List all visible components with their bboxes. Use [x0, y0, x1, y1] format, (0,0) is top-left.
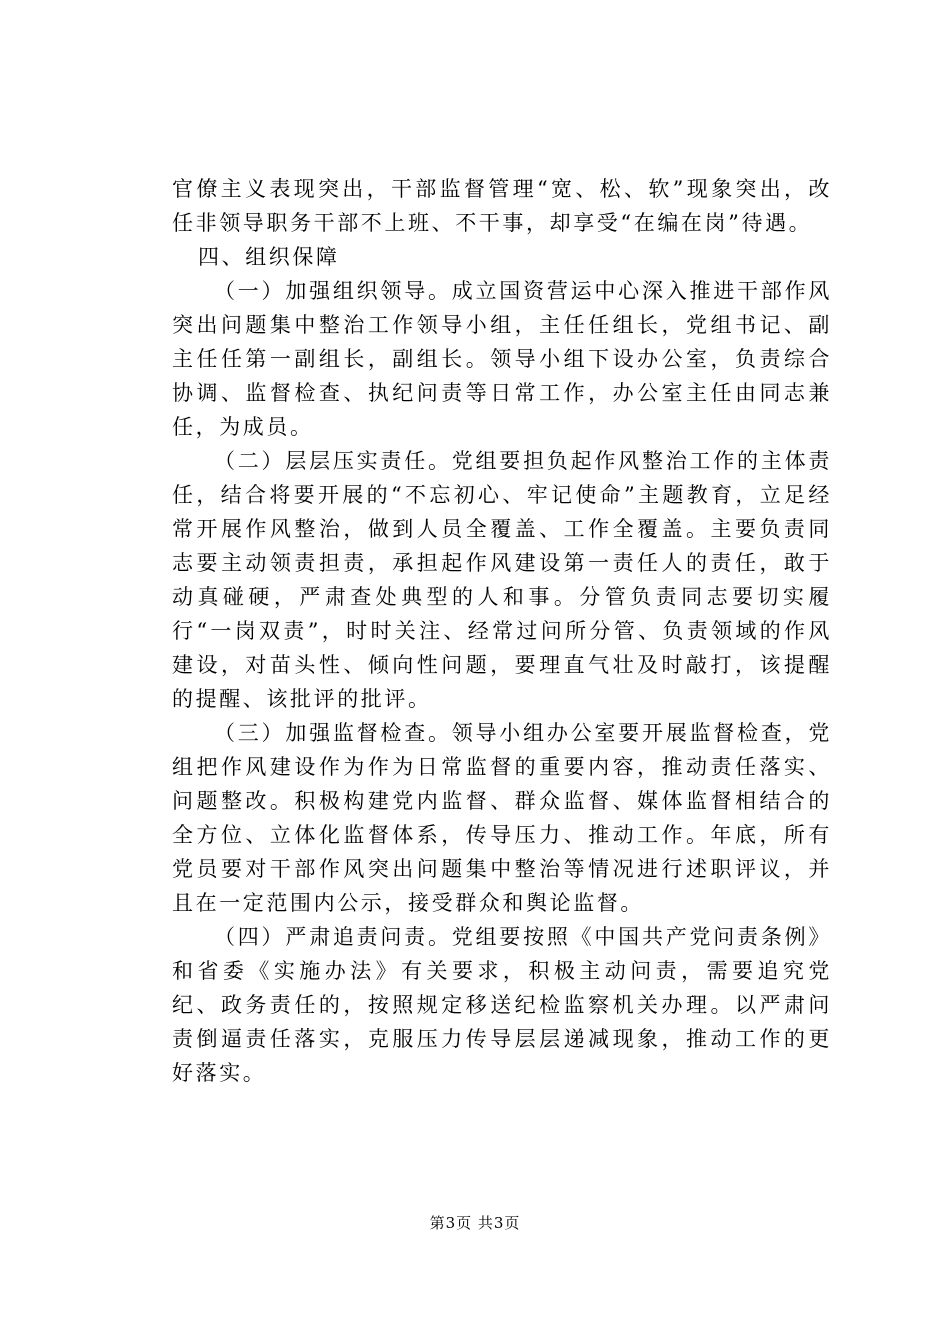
page-number-label: 第3页 共3页 [429, 1214, 521, 1232]
paragraph-continuation: 官僚主义表现突出，干部监督管理“宽、松、软”现象突出，改任非领导职务干部不上班、不干事，却享受“在编在岗”待遇。 [172, 177, 832, 235]
paragraph-organization-leadership: （一）加强组织领导。成立国资营运中心深入推进干部作风突出问题集中整治工作领导小组，主任任组长，党组书记、副主任任第一副组长，副组长。领导小组下设办公室，负责综合协调、监督检查、执纪问责等日常工作，办公室主任由同志兼任，为成员。 [172, 279, 832, 439]
paragraph-accountability: （四）严肃追责问责。党组要按照《中国共产党问责条例》和省委《实施办法》有关要求，积极主动问责，需要追究党纪、政务责任的，按照规定移送纪检监察机关办理。以严肃问责倒逼责任落实，克服压力传导层层递减现象，推动工作的更好落实。 [172, 925, 832, 1085]
document-body [172, 172, 832, 1090]
paragraph-responsibility: （二）层层压实责任。党组要担负起作风整治工作的主体责任，结合将要开展的“不忘初心、牢记使命”主题教育，立足经常开展作风整治，做到人员全覆盖、工作全覆盖。主要负责同志要主动领责担责，承担起作风建设第一责任人的责任，敢于动真碰硬，严肃查处典型的人和事。分管负责同志要切实履行“一岗双责”，时时关注、经常过问所分管、负责领域的作风建设，对苗头性、倾向性问题，要理直气壮及时敲打，该提醒的提醒、该批评的批评。 [172, 449, 832, 711]
section-heading: 四、组织保障 [198, 245, 340, 269]
page-footer [0, 1212, 950, 1233]
paragraph-supervision: （三）加强监督检查。领导小组办公室要开展监督检查，党组把作风建设作为作为日常监督的重要内容，推动责任落实、问题整改。积极构建党内监督、群众监督、媒体监督相结合的全方位、立体化监督体系，传导压力、推动工作。年底，所有党员要对干部作风突出问题集中整治等情况进行述职评议，并且在一定范围内公示，接受群众和舆论监督。 [172, 721, 832, 915]
